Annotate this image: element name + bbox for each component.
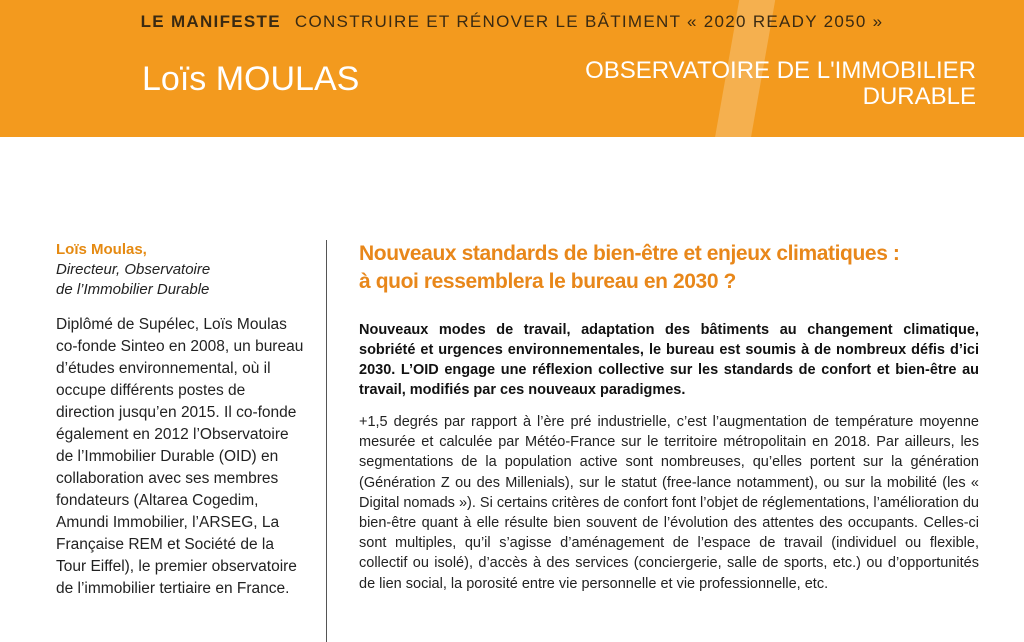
- manifesto-kicker: LE MANIFESTE: [140, 12, 281, 31]
- column-divider: [326, 240, 327, 642]
- header-banner: [0, 0, 1024, 137]
- article-body: +1,5 degrés par rapport à l’ère pré industrielle, c’est l’augmentation de température moyenne mesurée et calculée par Météo-France sur le territoire métropolitain en 2018. Par ailleurs, les segmentations de la population active sont nombreuses, qu’elles portent sur la génération (Génération Z ou des Millenials), sur le statut (free-lance notamment), ou sur la mobilité (les « Digital nomads »). Si certains critères de confort font l’objet de réglementations, l’amélioration du bien-être quant à elle résulte bien souvent de l’évolution des attentes des occupants. Celles-ci sont multiples, qu’il s’agisse d’aménagement de l’espace de travail (individuel ou flexible, collectif ou isolé), d’accès à des services (conciergerie, salle de sports, etc.) ou d’opportunités de lien social, la porosité entre vie personnelle et vie professionnelle, etc.: [359, 414, 979, 592]
- organization-name: [516, 58, 976, 110]
- article-title-line-1: Nouveaux standards de bien-être et enjeux climatiques :: [359, 242, 900, 265]
- article-title: [359, 240, 979, 296]
- author-bio: Diplômé de Supélec, Loïs Moulas co-fonde Sinteo en 2008, un bureau d’études environnemental, où il occupe différents postes de direction jusqu’en 2015. Il co-fonde également en 2012 l’Observatoire de l’Immobilier Durable (OID) en collaboration avec ses membres fondateurs (Altarea Cogedim, Amundi Immobilier, l’ARSEG, La Française REM et Société de la Tour Eiffel), le premier observatoire de l’immobilier tertiaire en France.: [56, 316, 304, 597]
- sidebar-role-line-1: Directeur, Observatoire: [56, 261, 211, 278]
- organization-line-2: DURABLE: [862, 83, 976, 110]
- sidebar-author-name: Loïs Moulas,: [56, 241, 147, 258]
- organization-line-1: OBSERVATOIRE DE L'IMMOBILIER: [585, 57, 976, 84]
- manifesto-subtitle: CONSTRUIRE ET RÉNOVER LE BÂTIMENT « 2020 READY 2050 »: [294, 12, 884, 31]
- article-title-line-2: à quoi ressemblera le bureau en 2030 ?: [359, 270, 736, 293]
- article: [359, 240, 979, 594]
- sidebar-role-line-2: de l’Immobilier Durable: [56, 281, 210, 298]
- article-lead: Nouveaux modes de travail, adaptation des bâtiments au changement climatique, sobriété et urgences environnementales, le bureau est soumis à de nombreux défis d’ici 2030. L’OID engage une réflexion collective sur les standards de confort et bien-être au travail, modifiés par ces nouveaux paradigmes.: [359, 322, 979, 398]
- author-name: Loïs MOULAS: [142, 60, 360, 98]
- author-sidebar: [56, 240, 306, 600]
- manifesto-heading: [0, 12, 1024, 32]
